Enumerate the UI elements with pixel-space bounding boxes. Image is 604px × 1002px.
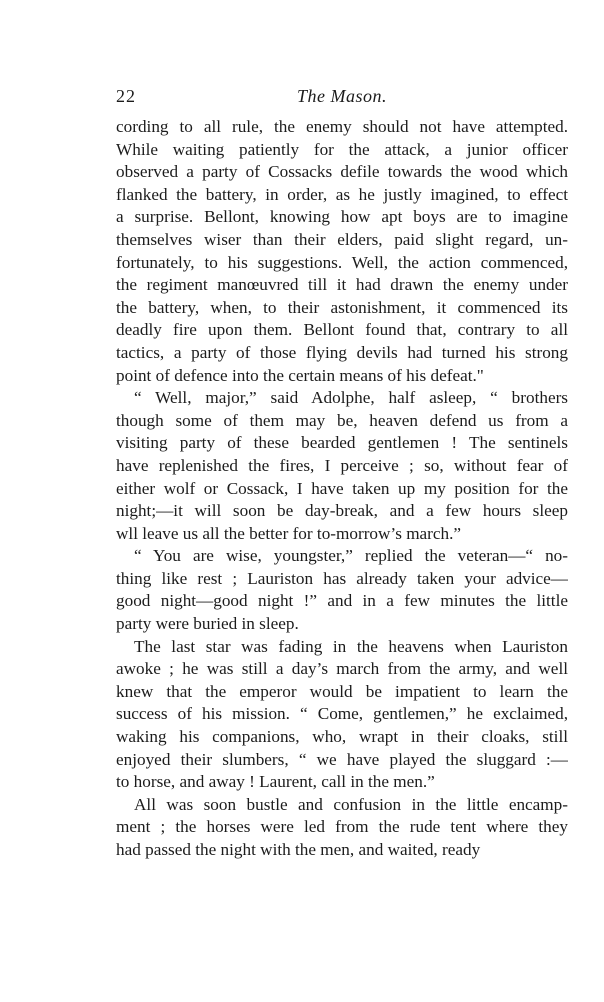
text-line: though some of them may be, heaven defend us from a: [116, 410, 568, 430]
text-line: either wolf or Cossack, I have taken up my position for the: [116, 478, 568, 498]
text-line: observed a party of Cossacks defile towards the wood which: [116, 162, 568, 182]
page-number: 22: [116, 86, 136, 106]
text-line: party were buried in sleep.: [116, 614, 299, 634]
text-line: good night—good night !” and in a few minutes the little: [116, 591, 568, 611]
text-line: the regiment manœuvred till it had drawn the enemy under: [116, 275, 568, 295]
text-line: night;—it will soon be day-break, and a few hours sleep: [116, 501, 568, 521]
text-line: have replenished the fires, I perceive ; so, without fear of: [116, 455, 568, 475]
book-page: [116, 86, 568, 862]
text-line: While waiting patiently for the attack, a junior officer: [116, 139, 568, 159]
text-line: visiting party of these bearded gentlemen ! The sentinels: [116, 433, 568, 453]
text-line: tactics, a party of those flying devils had turned his strong: [116, 342, 568, 362]
text-line: enjoyed their slumbers, “ we have played the sluggard :—: [116, 749, 568, 769]
text-line: awoke ; he was still a day’s march from the army, and well: [116, 659, 568, 679]
text-line: to horse, and away ! Laurent, call in the men.”: [116, 772, 435, 792]
text-line: fortunately, to his suggestions. Well, the action commenced,: [116, 252, 568, 272]
text-line: ment ; the horses were led from the rude tent where they: [116, 817, 568, 837]
text-line: the battery, when, to their astonishment, it commenced its: [116, 297, 568, 317]
paragraph-3: [116, 545, 568, 635]
text-line: point of defence into the certain means of his defeat.": [116, 365, 484, 385]
running-title: The Mason.: [297, 86, 387, 106]
text-line: The last star was fading in the heavens when Lauriston: [134, 636, 568, 656]
text-line: knew that the emperor would be impatient to learn the: [116, 681, 568, 701]
text-line: wll leave us all the better for to-morrow’s march.”: [116, 523, 462, 543]
text-line: “ Well, major,” said Adolphe, half asleep, “ brothers: [134, 388, 568, 408]
text-line: waking his companions, who, wrapt in their cloaks, still: [116, 727, 568, 747]
text-line: cording to all rule, the enemy should not have attempted.: [116, 117, 568, 136]
paragraph-4: [116, 636, 568, 794]
body-text: [116, 116, 568, 862]
paragraph-5: [116, 794, 568, 862]
text-line: success of his mission. “ Come, gentlemen,” he exclaimed,: [116, 704, 568, 724]
text-line: “ You are wise, youngster,” replied the veteran—“ no-: [134, 546, 568, 566]
text-line: flanked the battery, in order, as he justly imagined, to effect: [116, 184, 568, 204]
text-line: thing like rest ; Lauriston has already taken your advice—: [116, 568, 568, 588]
text-line: deadly fire upon them. Bellont found that, contrary to all: [116, 320, 568, 340]
text-line: had passed the night with the men, and waited, ready: [116, 840, 481, 859]
text-line: All was soon bustle and confusion in the little encamp-: [134, 794, 568, 814]
paragraph-1: [116, 116, 568, 387]
page-header: [116, 86, 568, 116]
text-line: themselves wiser than their elders, paid slight regard, un-: [116, 229, 568, 249]
paragraph-2: [116, 387, 568, 545]
text-line: a surprise. Bellont, knowing how apt boys are to imagine: [116, 207, 568, 227]
